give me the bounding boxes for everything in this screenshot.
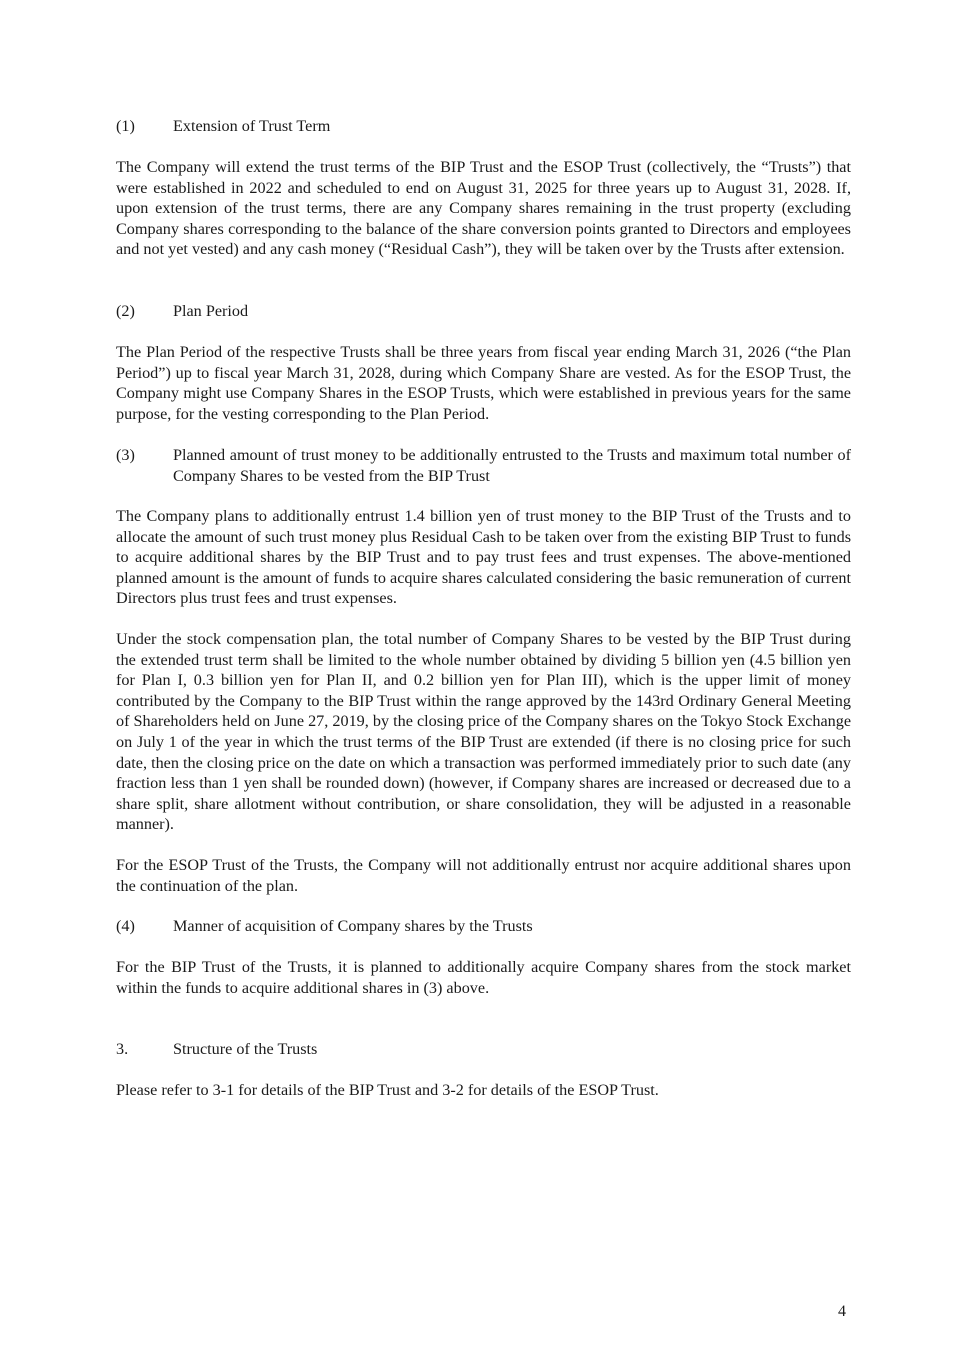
section-number: 3. bbox=[116, 1040, 129, 1058]
section-title: Extension of Trust Term bbox=[173, 117, 331, 135]
section-number: (4) bbox=[116, 917, 135, 935]
paragraph-maximum-shares: Under the stock compensation plan, the total number of Company Shares to be vested by the BIP Trust during the extended trust term shall be limited to the whole number obtained by dividing 5 billion yen (4.5 billion yen for Plan I, 0.3 billion yen for Plan II, and 0.2 billion yen for Plan III), which is the upper limit of money contributed by the Company to the BIP Trust within the range approved by the 143rd Ordinary General Meeting of Shareholders held on June 27, 2019, by the closing price of the Company shares on the Tokyo Stock Exchange on July 1 of the year in which the trust terms of the BIP Trust are extended (if there is no closing price for such date, then the closing price on the date on which a transaction was performed immediately prior to such date (any fraction less than 1 yen shall be rounded down) (however, if Company shares are increased or decreased due to a share split, share allotment without contribution, or share consolidation, they will be adjusted in a reasonable manner). bbox=[116, 630, 851, 834]
section-title: Plan Period bbox=[173, 302, 249, 320]
paragraph-planned-amount: The Company plans to additionally entrust 1.4 billion yen of trust money to the BIP Trust of the Trusts and to allocate the amount of such trust money plus Residual Cash to be taken over from the existing BIP Trust to funds to acquire additional shares by the BIP Trust and to pay trust fees and trust expenses. The above-mentioned planned amount is the amount of funds to acquire shares calculated considering the basic remuneration of current Directors plus trust fees and trust expenses. bbox=[116, 507, 851, 608]
paragraph-plan-period: The Plan Period of the respective Trusts shall be three years from fiscal year ending March 31, 2026 (“the Plan Period”) up to fiscal year March 31, 2028, during which Company Share are vested. As for the ESOP Trust, the Company might use Company Shares in the ESOP Trusts, which were established in previous years for the same purpose, for the vesting corresponding to the Plan Period. bbox=[116, 343, 851, 423]
section-number: (2) bbox=[116, 302, 135, 320]
section-title: Manner of acquisition of Company shares by the Trusts bbox=[173, 917, 533, 935]
section-number: (3) bbox=[116, 446, 135, 464]
page-number: 4 bbox=[838, 1303, 846, 1320]
section-title: Planned amount of trust money to be additionally entrusted to the Trusts and maximum total number of Company Shares to be vested from the BIP Trust bbox=[173, 446, 851, 485]
paragraph-structure-of-trusts: Please refer to 3-1 for details of the BIP Trust and 3-2 for details of the ESOP Trust. bbox=[116, 1081, 659, 1099]
section-number: (1) bbox=[116, 117, 135, 135]
paragraph-extension-of-trust-term: The Company will extend the trust terms of the BIP Trust and the ESOP Trust (collectively, the “Trusts”) that were established in 2022 and scheduled to end on August 31, 2025 for three years up to August 31, 2028. If, upon extension of the trust terms, there are any Company shares remaining in the trust property (excluding Company shares corresponding to the balance of the share conversion points granted to Directors and employees and not yet vested) and any cash money (“Residual Cash”), they will be taken over by the Trusts after extension. bbox=[116, 158, 851, 259]
paragraph-esop-trust: For the ESOP Trust of the Trusts, the Company will not additionally entrust nor acquire additional shares upon the continuation of the plan. bbox=[116, 856, 851, 895]
paragraph-manner-of-acquisition: For the BIP Trust of the Trusts, it is planned to additionally acquire Company shares from the stock market within the funds to acquire additional shares in (3) above. bbox=[116, 958, 851, 997]
section-title: Structure of the Trusts bbox=[173, 1040, 318, 1058]
